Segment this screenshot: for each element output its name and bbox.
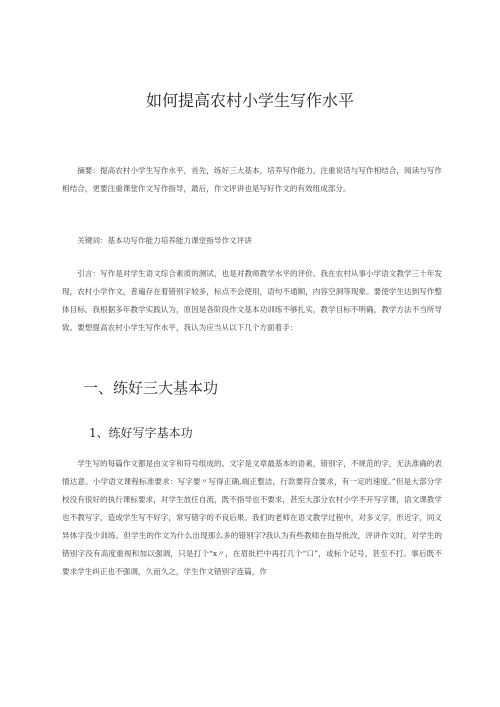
- intro-paragraph: 引言：写作是对学生语文综合素质的测试，也是对教师教学水平的评价。我在农村从事小学语文教学三十年发现，农村小学作文，普遍存在着错别字较多，标点不会使用，语句不通顺，内容空洞等现象。要使学生达到写作整体目标，我根据多年教学实践认为，原因是各阶段作文基本功训练不够扎实，教学目标不明确，教学方法不当所导致。要想提高农村小学生写作水平，我认为应当从以下几个方面着手：: [62, 269, 442, 332]
- subsection-heading: 1、练好写字基本功: [89, 426, 193, 440]
- body-paragraph: 学生写的每篇作文都是由文字和符号组成的。文字是文章最基本的语素，错别字，不规范的字，无法准确的表情达意。小学语文课程标准要求：写字要〃写得正确,端正整洁，行款要符合要求，有一定的速度。”但是大部分学校没有很好的执行课标要求，对学生放任自流，既不指导也不要求，甚至大部分农村小学不开写字课，语文课教学也不教写字，造成学生写不好字，常写错字的不良后果。我们的老师在语文教学过程中，对多义字，形近字，同义异体字没少训练。但学生的作文为什么出现那么多的错别字?我认为有些教师在指导批改，评讲作文时，对学生的错别字没有高度重视和加以强调，只是打个“x〃，在眉批栏中再打几个“口”，或标个记号，甚至不打。事后既不要求学生纠正也不强调，久而久之，学生作文错别字连篇，作: [62, 459, 442, 576]
- document-title: 如何提高农村小学生写作水平: [145, 91, 354, 110]
- section-heading: 一、练好三大基本功: [83, 379, 219, 397]
- keywords-paragraph: 关键词：基本功写作能力培养能力课堂指导作文评讲: [77, 236, 252, 245]
- abstract-paragraph: 摘要：提高农村小学生写作水平，首先，练好三大基本，培养写作能力，注重说话与写作相结合，阅读与写作相结合，更要注重课堂作文写作指导，最后，作文评讲也是写好作文的有效组成部分。: [62, 166, 442, 193]
